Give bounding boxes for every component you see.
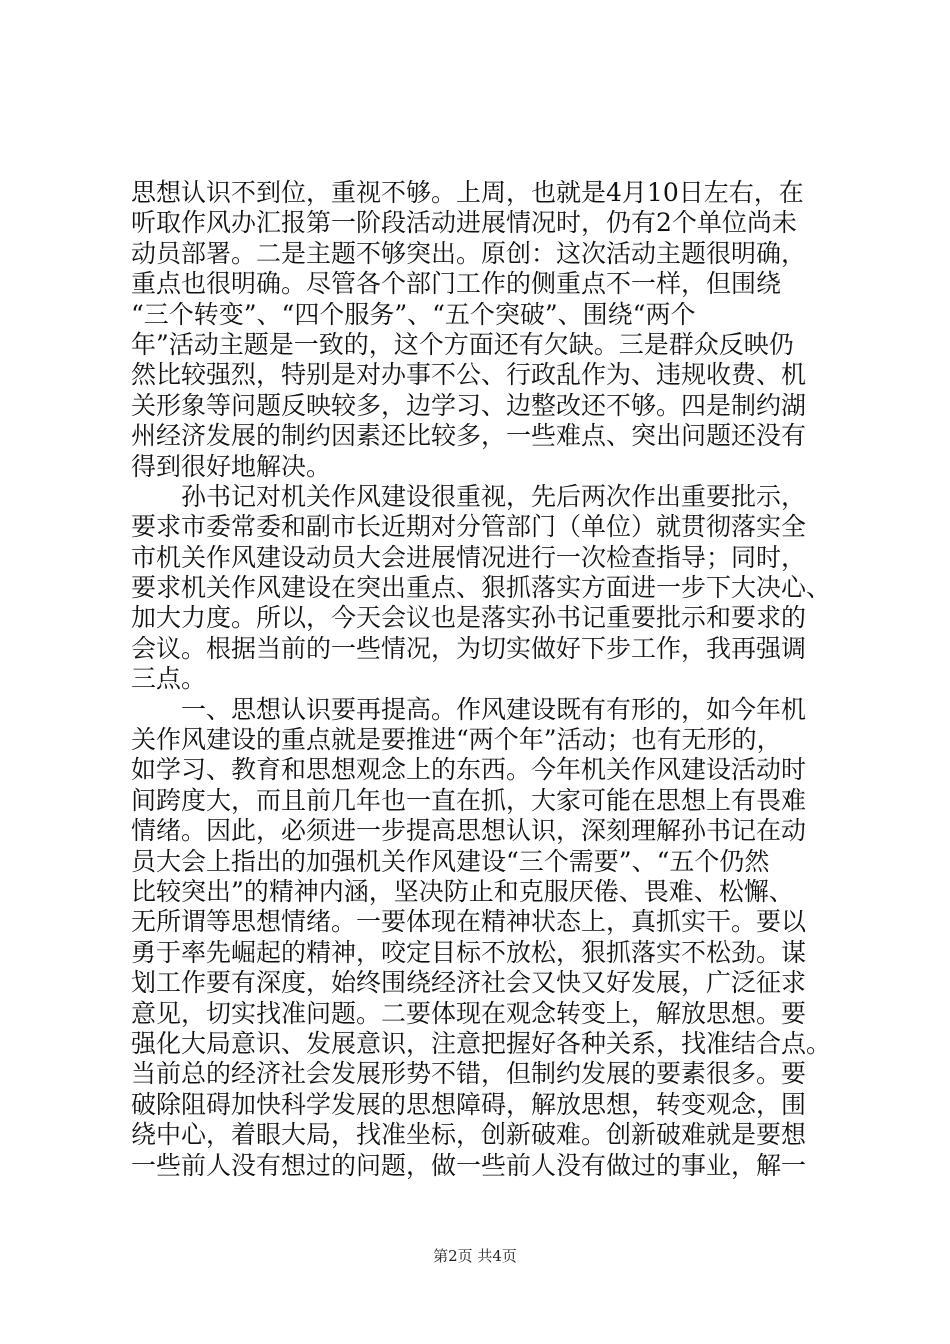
text-line: 动员部署。二是主题不够突出。原创：这次活动主题很明确， (131, 238, 807, 268)
text-line: 间跨度大，而且前几年也一直在抓，大家可能在思想上有畏难 (131, 785, 807, 815)
body-text (131, 178, 831, 1181)
page-number-footer: 第2页 共4页 (433, 1247, 517, 1265)
text-line: 情绪。因此，必须进一步提高思想认识，深刻理解孙书记在动 (131, 816, 807, 846)
text-line: 要求机关作风建设在突出重点、狠抓落实方面进一步下大决心、 (131, 573, 832, 603)
text-line: 无所谓等思想情绪。一要体现在精神状态上，真抓实干。要以 (131, 907, 807, 937)
text-line: “三个转变”、“四个服务”、“五个突破”、围绕“两个 (131, 299, 696, 329)
text-line: 破除阻碍加快科学发展的思想障碍，解放思想，转变观念，围 (131, 1089, 807, 1119)
text-line: 加大力度。所以，今天会议也是落实孙书记重要批示和要求的 (131, 603, 807, 633)
text-line: 三点。 (131, 664, 207, 694)
text-line: 然比较强烈，特别是对办事不公、行政乱作为、违规收费、机 (131, 360, 807, 390)
text-line: 听取作风办汇报第一阶段活动进展情况时，仍有2个单位尚未 (131, 208, 797, 238)
text-line: 年”活动主题是一致的，这个方面还有欠缺。三是群众反映仍 (131, 329, 794, 359)
text-line: 要求市委常委和副市长近期对分管部门（单位）就贯彻落实全 (131, 512, 807, 542)
text-line: 州经济发展的制约因素还比较多，一些难点、突出问题还没有 (131, 421, 807, 451)
text-line: 孙书记对机关作风建设很重视，先后两次作出重要批示， (131, 481, 807, 511)
text-line: 员大会上指出的加强机关作风建设“三个需要”、“五个仍然 (131, 846, 770, 876)
text-line: 意见，切实找准问题。二要体现在观念转变上，解放思想。要 (131, 998, 807, 1028)
text-line: 一、思想认识要再提高。作风建设既有有形的，如今年机 (131, 694, 807, 724)
text-line: 关作风建设的重点就是要推进“两个年”活动；也有无形的， (131, 725, 782, 755)
text-line: 一些前人没有想过的问题，做一些前人没有做过的事业，解一 (131, 1150, 807, 1180)
text-line: 当前总的经济社会发展形势不错，但制约发展的要素很多。要 (131, 1059, 807, 1089)
text-line: 勇于率先崛起的精神，咬定目标不放松，狠抓落实不松劲。谋 (131, 937, 807, 967)
text-line: 强化大局意识、发展意识，注意把握好各种关系，找准结合点。 (131, 1028, 832, 1058)
text-line: 思想认识不到位，重视不够。上周，也就是4月10日左右，在 (131, 178, 804, 207)
text-line: 关形象等问题反映较多，边学习、边整改还不够。四是制约湖 (131, 390, 807, 420)
text-line: 比较突出”的精神内涵，坚决防止和克服厌倦、畏难、松懈、 (131, 876, 794, 906)
text-line: 如学习、教育和思想观念上的东西。今年机关作风建设活动时 (131, 755, 807, 785)
text-line: 得到很好地解决。 (131, 451, 332, 481)
text-line: 绕中心，着眼大局，找准坐标，创新破难。创新破难就是要想 (131, 1120, 807, 1150)
text-line: 重点也很明确。尽管各个部门工作的侧重点不一样，但围绕 (131, 269, 782, 299)
text-line: 划工作要有深度，始终围绕经济社会又快又好发展，广泛征求 (131, 968, 807, 998)
text-line: 会议。根据当前的一些情况，为切实做好下步工作，我再强调 (131, 633, 807, 663)
text-line: 市机关作风建设动员大会进展情况进行一次检查指导；同时， (131, 542, 807, 572)
